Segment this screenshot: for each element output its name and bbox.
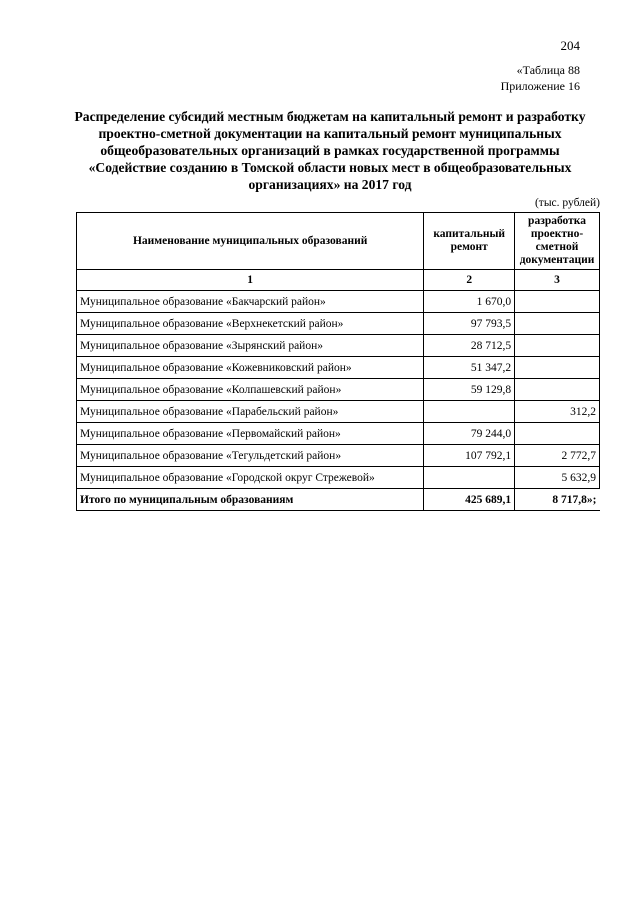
design-docs-amount: 2 772,7 bbox=[515, 445, 600, 467]
table-row bbox=[77, 357, 600, 379]
design-docs-amount: 5 632,9 bbox=[515, 467, 600, 489]
column-number-2: 2 bbox=[424, 270, 515, 291]
page-number: 204 bbox=[560, 38, 580, 53]
municipality-name: Муниципальное образование «Кожевниковский район» bbox=[77, 357, 424, 379]
closing-quote: »; bbox=[586, 493, 597, 506]
header-design-docs: разработка проектно-сметной документации bbox=[515, 213, 600, 270]
capital-repair-amount bbox=[424, 467, 515, 489]
design-docs-amount: 312,2 bbox=[515, 401, 600, 423]
municipality-name: Муниципальное образование «Бакчарский район» bbox=[77, 291, 424, 313]
column-number-3: 3 bbox=[515, 270, 600, 291]
capital-repair-amount: 51 347,2 bbox=[424, 357, 515, 379]
table-row bbox=[77, 379, 600, 401]
design-docs-amount bbox=[515, 313, 600, 335]
total-design-docs bbox=[515, 489, 600, 511]
annex-table-label: «Таблица 88 bbox=[516, 63, 580, 77]
table-header-row bbox=[77, 213, 600, 270]
subsidy-table bbox=[76, 212, 600, 511]
design-docs-amount bbox=[515, 357, 600, 379]
capital-repair-amount: 28 712,5 bbox=[424, 335, 515, 357]
capital-repair-amount: 97 793,5 bbox=[424, 313, 515, 335]
design-docs-amount bbox=[515, 379, 600, 401]
table-row bbox=[77, 467, 600, 489]
total-row bbox=[77, 489, 600, 511]
document-title: Распределение субсидий местным бюджетам на капитальный ремонт и разработку проектно-сметной документации на капитальный ремонт муниципальных общеобразовательных организаций в рамках государственной программы «Содействие созданию в Томской области новых мест в общеобразовательных организациях» на 2017 год bbox=[74, 109, 586, 192]
capital-repair-amount: 79 244,0 bbox=[424, 423, 515, 445]
table-row bbox=[77, 291, 600, 313]
capital-repair-amount: 1 670,0 bbox=[424, 291, 515, 313]
header-municipality: Наименование муниципальных образований bbox=[77, 213, 424, 270]
municipality-name: Муниципальное образование «Городской округ Стрежевой» bbox=[77, 467, 424, 489]
design-docs-amount bbox=[515, 335, 600, 357]
column-number-row bbox=[77, 270, 600, 291]
units-label: (тыс. рублей) bbox=[534, 197, 600, 209]
capital-repair-amount: 59 129,8 bbox=[424, 379, 515, 401]
municipality-name: Муниципальное образование «Колпашевский район» bbox=[77, 379, 424, 401]
municipality-name: Муниципальное образование «Зырянский район» bbox=[77, 335, 424, 357]
total-design-docs-value: 8 717,8 bbox=[552, 493, 587, 506]
table-row bbox=[77, 401, 600, 423]
capital-repair-amount bbox=[424, 401, 515, 423]
capital-repair-amount: 107 792,1 bbox=[424, 445, 515, 467]
table-row bbox=[77, 335, 600, 357]
table-row bbox=[77, 445, 600, 467]
design-docs-amount bbox=[515, 291, 600, 313]
municipality-name: Муниципальное образование «Первомайский район» bbox=[77, 423, 424, 445]
table-row bbox=[77, 313, 600, 335]
header-capital-repair: капитальный ремонт bbox=[424, 213, 515, 270]
municipality-name: Муниципальное образование «Парабельский район» bbox=[77, 401, 424, 423]
municipality-name: Муниципальное образование «Верхнекетский район» bbox=[77, 313, 424, 335]
column-number-1: 1 bbox=[77, 270, 424, 291]
total-label: Итого по муниципальным образованиям bbox=[77, 489, 424, 511]
municipality-name: Муниципальное образование «Тегульдетский район» bbox=[77, 445, 424, 467]
design-docs-amount bbox=[515, 423, 600, 445]
annex-appendix-label: Приложение 16 bbox=[500, 79, 580, 93]
total-capital-repair: 425 689,1 bbox=[424, 489, 515, 511]
table-row bbox=[77, 423, 600, 445]
annex-reference bbox=[501, 62, 580, 94]
